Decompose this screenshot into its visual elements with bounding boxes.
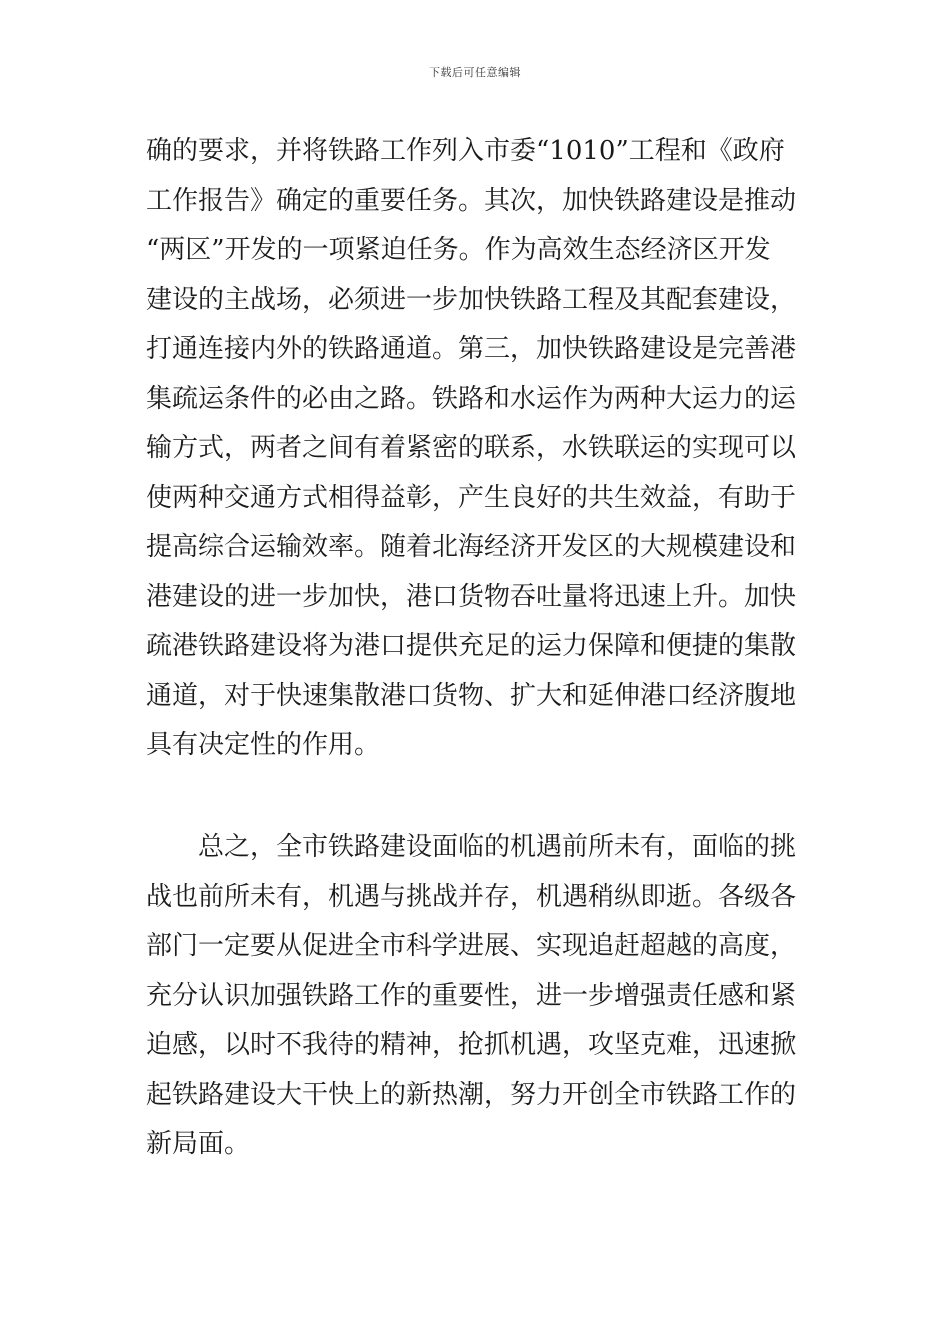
text-line: 确的要求，并将铁路工作列入市委“1010”工程和《政府 [146,136,785,166]
text-line: 起铁路建设大干快上的新热潮，努力开创全市铁路工作的 [146,1079,797,1110]
text-line: 新局面。 [146,1129,251,1159]
text-line: 港建设的进一步加快，港口货物吞吐量将迅速上升。加快 [146,581,797,612]
text-line: 部门一定要从促进全市科学进展、实现追赶超越的高度， [146,931,797,961]
text-line: 建设的主战场，必须进一步加快铁路工程及其配套建设， [146,284,797,315]
text-line: 打通连接内外的铁路通道。第三，加快铁路建设是完善港 [146,334,797,364]
text-line: 迫感，以时不我待的精神，抢抓机遇，攻坚克难，迅速掀 [146,1030,797,1060]
text-line: 集疏运条件的必由之路。铁路和水运作为两种大运力的运 [146,383,797,414]
text-line: 输方式，两者之间有着紧密的联系，水铁联运的实现可以 [146,433,797,463]
page-header: 下载后可任意编辑 [429,66,521,79]
text-line: 通道，对于快速集散港口货物、扩大和延伸港口经济腹地 [146,680,797,711]
text-line: 工作报告》确定的重要任务。其次，加快铁路建设是推动 [146,185,797,216]
text-line: 使两种交通方式相得益彰，产生良好的共生效益，有助于 [146,482,797,513]
text-line: “两区”开发的一项紧迫任务。作为高效生态经济区开发 [146,235,771,265]
text-line: 疏港铁路建设将为港口提供充足的运力保障和便捷的集散 [146,631,797,661]
text-line: 提高综合运输效率。随着北海经济开发区的大规模建设和 [146,532,797,562]
paragraph-1 [146,127,826,771]
text-line: 总之，全市铁路建设面临的机遇前所未有，面临的挑 [198,832,797,862]
text-line: 充分认识加强铁路工作的重要性，进一步增强责任感和紧 [146,980,797,1011]
text-line: 战也前所未有，机遇与挑战并存，机遇稍纵即逝。各级各 [146,881,797,912]
paragraph-2 [146,823,826,1170]
text-line: 具有决定性的作用。 [146,730,381,760]
